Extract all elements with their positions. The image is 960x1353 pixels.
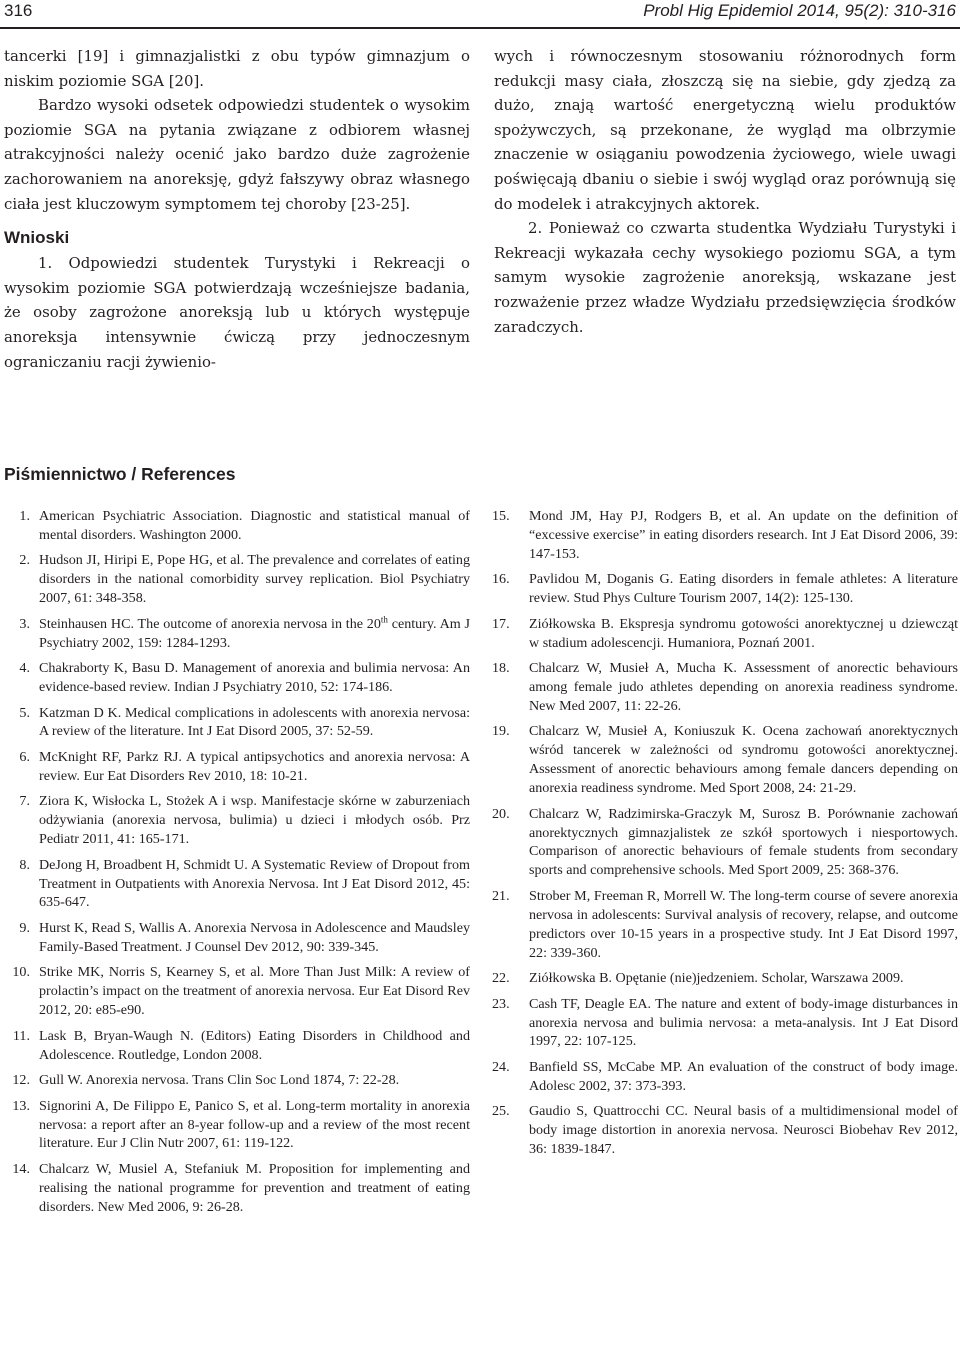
reference-item bbox=[4, 1097, 470, 1154]
reference-item bbox=[4, 1071, 470, 1090]
section-heading-conclusions: Wnioski bbox=[4, 228, 70, 248]
reference-item bbox=[4, 919, 470, 957]
reference-text: Katzman D K. Medical complications in adolescents with anorexia nervosa: A review of the literature. Int J Eat Disord 2005, 37: 52-59. bbox=[39, 704, 470, 740]
paragraph: tancerki [19] i gimnazjalistki z obu typów gimnazjum o niskim poziomie SGA [20]. bbox=[4, 47, 470, 90]
reference-text: Chalcarz W, Musieł A, Koniuszuk K. Ocena zachowań anorektycznych wśród tancerek w zależności od syndromu gotowości anorektycznej. Assessment of anorectic behaviours among female dancers depending on anorexia readiness syndrome. Med Sport 2008, 24: 21-29. bbox=[529, 723, 958, 797]
reference-item bbox=[4, 659, 470, 697]
reference-superscript: th bbox=[380, 614, 388, 625]
body-left-column bbox=[4, 44, 470, 374]
conclusion-number: 1. bbox=[38, 254, 53, 273]
conclusion-text: Ponieważ co czwarta studentka Wydziału Turystyki i Rekreacji wykazała cechy wysokiego poziomu SGA, a tym samym wysokie zagrożenie anoreksją, wskazane jest rozważenie przez władze Wydziału przedsięwzięcia środków zaradczych. bbox=[494, 219, 957, 336]
reference-number: 2. bbox=[19, 552, 30, 569]
conclusion-continuation: wych i równoczesnym stosowaniu różnorodnych form redukcji masy ciała, złoszczą się na siebie, gdy zjedzą za dużo, znają wartość energetyczną wielu produktów spożywczych, są przekonane, że wygląd ma olbrzymie znaczenie w osiąganiu powodzenia życiowego, wiele uwagi poświęcają dbaniu o siebie i swój wygląd oraz porównują się do modelek i atrakcyjnych aktorek. bbox=[494, 47, 956, 213]
reference-number: 9. bbox=[19, 919, 30, 936]
reference-number: 15. bbox=[492, 508, 510, 524]
reference-item bbox=[4, 615, 470, 653]
reference-number: 22. bbox=[492, 970, 510, 987]
reference-number: 18. bbox=[492, 660, 510, 677]
reference-text: Ziółkowska B. Ekspresja syndromu gotowości anorektycznej u dziewcząt w stadium adolescencji. Humaniora, Poznań 2001. bbox=[529, 615, 958, 651]
reference-text: Pavlidou M, Doganis G. Eating disorders in female athletes: A literature review. Stud Phys Culture Tourism 2007, 14(2): 125-130. bbox=[529, 571, 958, 607]
conclusion-text: Odpowiedzi studentek Turystyki i Rekreacji o wysokim poziomie SGA potwierdzają wcześniejsze badania, że osoby zagrożone anoreksją lub u których występuje anoreksja intensywnie ćwiczą przy jednoczesnym ograniczaniu racji żywienio- bbox=[4, 254, 470, 371]
reference-number: 19. bbox=[492, 723, 510, 740]
paragraph: Bardzo wysoki odsetek odpowiedzi studentek o wysokim poziomie SGA na pytania związane z odbiorem własnej atrakcyjności należy ocenić jako bardzo duże zagrożenie zachorowaniem na anoreksję, gdyż fałszywy obraz własnego ciała jest kluczowym symptomem tej choroby [23-25]. bbox=[4, 96, 470, 213]
reference-number: 7. bbox=[19, 793, 30, 810]
reference-number: 4. bbox=[19, 660, 30, 677]
reference-item bbox=[492, 805, 958, 881]
reference-number: 17. bbox=[492, 615, 510, 632]
reference-item bbox=[4, 551, 470, 608]
references-heading: Piśmiennictwo / References bbox=[4, 464, 236, 484]
reference-number: 25. bbox=[492, 1103, 510, 1120]
reference-text: McKnight RF, Parkz RJ. A typical antipsychotics and anorexia nervosa: A review. Eur Eat Disorders Rev 2010, 18: 10-21. bbox=[39, 748, 470, 784]
conclusion-item bbox=[494, 216, 956, 339]
reference-text: Ziółkowska B. Opętanie (nie)jedzeniem. Scholar, Warszawa 2009. bbox=[529, 970, 904, 987]
reference-item bbox=[4, 1027, 470, 1065]
page-header bbox=[0, 0, 960, 30]
reference-number: 20. bbox=[492, 805, 510, 822]
reference-number: 21. bbox=[492, 887, 510, 904]
reference-text: Steinhausen HC. The outcome of anorexia nervosa in the 20 bbox=[39, 615, 381, 632]
reference-text: Gull W. Anorexia nervosa. Trans Clin Soc Lond 1874, 7: 22-28. bbox=[39, 1072, 400, 1089]
reference-item bbox=[492, 615, 958, 653]
reference-number: 3. bbox=[19, 615, 30, 632]
reference-item bbox=[492, 995, 958, 1052]
reference-item bbox=[492, 969, 958, 988]
reference-text: American Psychiatric Association. Diagnostic and statistical manual of mental disorders. Washington 2000. bbox=[39, 508, 470, 543]
reference-number: 24. bbox=[492, 1058, 510, 1075]
reference-number: 12. bbox=[12, 1072, 30, 1089]
conclusion-item bbox=[4, 251, 470, 374]
reference-item bbox=[4, 704, 470, 742]
reference-item bbox=[492, 507, 958, 564]
reference-text: Cash TF, Deagle EA. The nature and extent of body-image disturbances in anorexia nervosa and bulimia nervosa: a meta-analysis. Int J Eat Disord 1997, 22: 107-125. bbox=[529, 995, 958, 1050]
reference-text: Chalcarz W, Musiel A, Stefaniuk M. Proposition for implementing and realising the national programme for prevention and treatment of eating disorders. New Med 2006, 9: 26-28. bbox=[39, 1160, 470, 1215]
reference-number: 5. bbox=[19, 704, 30, 721]
reference-item bbox=[492, 722, 958, 798]
reference-text: Mond JM, Hay PJ, Rodgers B, et al. An update on the definition of “excessive exercise” in eating disorders research. Int J Eat Disord 2006, 39: 147-153. bbox=[529, 508, 958, 562]
reference-item bbox=[4, 792, 470, 849]
reference-text: Hudson JI, Hiripi E, Pope HG, et al. The prevalence and correlates of eating disorders in the national comorbidity survey replication. Biol Psychiatry 2007, 61: 348-358. bbox=[39, 552, 470, 607]
reference-text: Chakraborty K, Basu D. Management of anorexia and bulimia nervosa: An evidence-based review. Indian J Psychiatry 2010, 52: 174-186. bbox=[39, 660, 470, 696]
reference-number: 10. bbox=[12, 964, 30, 981]
reference-text: Ziora K, Wisłocka L, Stożek A i wsp. Manifestacje skórne w zaburzeniach odżywiania (anorexia nervosa, bulimia) u dzieci i młodych osób. Prz Pediatr 2011, 41: 165-171. bbox=[39, 793, 470, 848]
reference-item bbox=[4, 507, 470, 545]
reference-number: 13. bbox=[12, 1097, 30, 1114]
reference-item bbox=[4, 856, 470, 913]
reference-item bbox=[492, 570, 958, 608]
reference-number: 16. bbox=[492, 571, 510, 588]
reference-text: Chalcarz W, Musieł A, Mucha K. Assessment of anorectic behaviours among female judo athletes depending on anorexia readiness syndrome. New Med 2007, 11: 22-26. bbox=[529, 660, 958, 714]
header-rule bbox=[0, 27, 960, 29]
reference-item bbox=[492, 1102, 958, 1159]
reference-text: DeJong H, Broadbent H, Schmidt U. A Systematic Review of Dropout from Treatment in Outpatients with Anorexia Nervosa. Int J Eat Disord 2012, 45: 635-647. bbox=[39, 856, 470, 911]
reference-number: 23. bbox=[492, 995, 510, 1012]
reference-text: Strober M, Freeman R, Morrell W. The long-term course of severe anorexia nervosa in adolescents: Survival analysis of recovery, relapse, and outcome predictors over 10-15 years in a prospective study. Int J Eat Disord 1997, 22: 339-360. bbox=[529, 887, 958, 961]
references-left-column bbox=[4, 507, 470, 1223]
reference-number: 6. bbox=[19, 748, 30, 765]
reference-number: 11. bbox=[12, 1027, 30, 1044]
reference-text: Signorini A, De Filippo E, Panico S, et al. Long-term mortality in anorexia nervosa: a report after an 8-year follow-up and a review of the most recent literature. Eur J Clin Nutr 2007, 61: 119-122. bbox=[39, 1097, 470, 1152]
body-right-column bbox=[494, 44, 956, 339]
reference-item bbox=[492, 887, 958, 963]
reference-item bbox=[4, 1160, 470, 1217]
reference-text: Gaudio S, Quattrocchi CC. Neural basis of a multidimensional model of body image distortion in anorexia nervosa. Neurosci Biobehav Rev 2012, 36: 1839-1847. bbox=[529, 1103, 958, 1158]
reference-text: century. Am J Psychiatry 2002, 159: 1284-1293. bbox=[39, 615, 470, 651]
reference-number: 1. bbox=[19, 508, 30, 524]
reference-text: Chalcarz W, Radzimirska-Graczyk M, Surosz B. Porównanie zachowań anorektycznych gimnazjalistek ze szkół sportowych i niesportowych. Comparison of anorectic behaviours of female students from secondary sports and comprehensive schools. Med Sport 2009, 25: 368-376. bbox=[529, 805, 958, 879]
reference-number: 8. bbox=[19, 856, 30, 873]
reference-item bbox=[492, 659, 958, 716]
reference-text: Banfield SS, McCabe MP. An evaluation of the construct of body image. Adolesc 2002, 37: 373-393. bbox=[529, 1058, 958, 1094]
references-right-column bbox=[492, 507, 958, 1166]
reference-text: Strike MK, Norris S, Kearney S, et al. More Than Just Milk: A review of prolactin’s impact on the treatment of anorexia nervosa. Eur Eat Disord Rev 2012, 20: e85-e90. bbox=[39, 964, 470, 1019]
reference-item bbox=[4, 748, 470, 786]
reference-text: Lask B, Bryan-Waugh N. (Editors) Eating Disorders in Childhood and Adolescence. Routledge, London 2008. bbox=[39, 1027, 470, 1063]
reference-item bbox=[492, 1058, 958, 1096]
journal-citation: Probl Hig Epidemiol 2014, 95(2): 310-316 bbox=[643, 1, 956, 20]
conclusion-number: 2. bbox=[528, 219, 543, 238]
reference-item bbox=[4, 963, 470, 1020]
page-number: 316 bbox=[4, 1, 33, 20]
reference-text: Hurst K, Read S, Wallis A. Anorexia Nervosa in Adolescence and Maudsley Family-Based Treatment. J Counsel Dev 2012, 90: 339-345. bbox=[39, 919, 470, 955]
reference-number: 14. bbox=[12, 1160, 30, 1177]
